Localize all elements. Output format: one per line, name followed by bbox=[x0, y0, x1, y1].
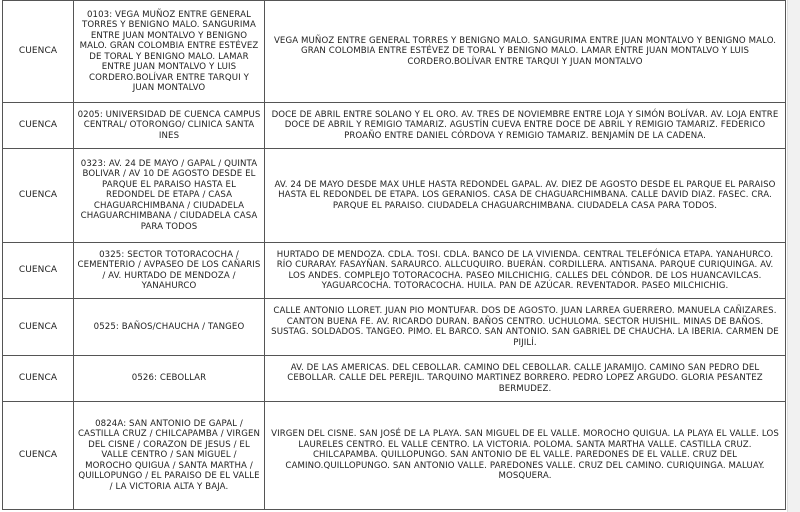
table-row bbox=[3, 149, 786, 243]
city-cell: CUENCA bbox=[3, 1, 74, 103]
table-row bbox=[3, 356, 786, 402]
description-cell: AV. DE LAS AMERICAS. DEL CEBOLLAR. CAMINO DEL CEBOLLAR. CALLE JARAMIJO. CAMINO SAN PEDRO DEL CEBOLLAR. CALLE DEL PEREJIL. TARQUINO MARTINEZ BORRERO. PEDRO LOPEZ ARGUDO. GLORIA PESANTEZ BERMUDEZ. bbox=[265, 356, 786, 402]
power-outage-sectors-table bbox=[2, 0, 786, 510]
vertical-scrollbar[interactable] bbox=[787, 0, 800, 512]
zone-cell: 0323: AV. 24 DE MAYO / GAPAL / QUINTA BOLIVAR / AV 10 DE AGOSTO DESDE EL PARQUE EL PARAISO HASTA EL REDONDEL DE ETAPA / CASA CHAGUARCHIMBANA / CIUDADELA CHAGUARCHIMBANA / CIUDADELA CASA PARA TODOS bbox=[74, 149, 265, 243]
zone-cell: 0325: SECTOR TOTORACOCHA / CEMENTERIO / AVPASEO DE LOS CAÑARIS / AV. HURTADO DE MENDOZA / YANAHURCO bbox=[74, 243, 265, 299]
description-cell: VIRGEN DEL CISNE. SAN JOSÉ DE LA PLAYA. SAN MIGUEL DE EL VALLE. MOROCHO QUIGUA. LA PLAYA EL VALLE. LOS LAURELES CENTRO. EL VALLE CENTRO. LA VICTORIA. POLOMA. SANTA MARTHA VALLE. CASTILLA CRUZ. CHILCAPAMBA. QUILLOPUNGO. SAN ANTONIO DE EL VALLE. PAREDONES DE EL VALLE. CRUZ DEL CAMINO.QUILLOPUNGO. SAN ANTONIO VALLE. PAREDONES VALLE. CRUZ DEL CAMINO. CURIQUINGA. MALUAY. MOSQUERA. bbox=[265, 402, 786, 510]
description-cell: AV. 24 DE MAYO DESDE MAX UHLE HASTA REDONDEL GAPAL. AV. DIEZ DE AGOSTO DESDE EL PARQUE EL PARAISO HASTA EL REDONDEL DE ETAPA. LOS GERANIOS. CASA DE CHAGUARCHIMBANA. CALLE DAVID DIAZ. FASEC. CRA. PARQUE EL PARAISO. CIUDADELA CHAGUARCHIMBANA. CIUDADELA CASA PARA TODOS. bbox=[265, 149, 786, 243]
city-cell: CUENCA bbox=[3, 243, 74, 299]
description-cell: HURTADO DE MENDOZA. CDLA. TOSI. CDLA. BANCO DE LA VIVIENDA. CENTRAL TELEFÓNICA ETAPA. YANAHURCO. RÍO CURARAY. FASAYÑAN. SARAURCO. ALLCUQUIRO. BUERÁN. CORDILLERA. ANTISANA. PARQUE CURIQUINGA. AV. LOS ANDES. COMPLEJO TOTORACOCHA. PASEO MILCHICHIG. CALLES DEL CÓNDOR. DE LOS HUANCAVILCAS. YAGUARCOCHA. TOTORACOCHA. HUILA. PAN DE AZÚCAR. REVENTADOR. PASEO MILCHICHIG. bbox=[265, 243, 786, 299]
zone-cell: 0525: BAÑOS/CHAUCHA / TANGEO bbox=[74, 299, 265, 356]
zone-cell: 0205: UNIVERSIDAD DE CUENCA CAMPUS CENTRAL/ OTORONGO/ CLINICA SANTA INES bbox=[74, 103, 265, 149]
table-row bbox=[3, 402, 786, 510]
city-cell: CUENCA bbox=[3, 356, 74, 402]
table-row bbox=[3, 243, 786, 299]
city-cell: CUENCA bbox=[3, 299, 74, 356]
table-row bbox=[3, 1, 786, 103]
table-row bbox=[3, 299, 786, 356]
city-cell: CUENCA bbox=[3, 149, 74, 243]
description-cell: CALLE ANTONIO LLORET. JUAN PIO MONTUFAR. DOS DE AGOSTO. JUAN LARREA GUERRERO. MANUELA CAÑIZARES. CANTON BUENA FE. AV. RICARDO DURAN. BAÑOS CENTRO. UCHULOMA. SECTOR HUISHIL. MINAS DE BAÑOS. SUSTAG. SOLDADOS. TANGEO. PIMO. EL BARCO. SAN ANTONIO. SAN GABRIEL DE CHAUCHA. LA IBERIA. CARMEN DE PIJILÍ. bbox=[265, 299, 786, 356]
city-cell: CUENCA bbox=[3, 402, 74, 510]
city-cell: CUENCA bbox=[3, 103, 74, 149]
table-row bbox=[3, 103, 786, 149]
zone-cell: 0824A: SAN ANTONIO DE GAPAL / CASTILLA CRUZ / CHILCAPAMBA / VIRGEN DEL CISNE / CORAZON DE JESUS / EL VALLE CENTRO / SAN MIGUEL / MOROCHO QUIGUA / SANTA MARTHA / QUILLOPUNGO / EL PARAISO DE EL VALLE / LA VICTORIA ALTA Y BAJA. bbox=[74, 402, 265, 510]
description-cell: VEGA MUÑOZ ENTRE GENERAL TORRES Y BENIGNO MALO. SANGURIMA ENTRE JUAN MONTALVO Y BENIGNO MALO. GRAN COLOMBIA ENTRE ESTÉVEZ DE TORAL Y BENIGNO MALO. LAMAR ENTRE JUAN MONTALVO Y LUIS CORDERO.BOLÍVAR ENTRE TARQUI Y JUAN MONTALVO bbox=[265, 1, 786, 103]
description-cell: DOCE DE ABRIL ENTRE SOLANO Y EL ORO. AV. TRES DE NOVIEMBRE ENTRE LOJA Y SIMÓN BOLÍVAR. AV. LOJA ENTRE DOCE DE ABRIL Y REMIGIO TAMARIZ. AGUSTÍN CUEVA ENTRE DOCE DE ABRIL Y REMIGIO TAMARIZ. FEDERICO PROAÑO ENTRE DANIEL CÓRDOVA Y REMIGIO TAMARIZ. BENJAMÍN DE LA CADENA. bbox=[265, 103, 786, 149]
zone-cell: 0526: CEBOLLAR bbox=[74, 356, 265, 402]
document-page bbox=[2, 0, 786, 512]
zone-cell: 0103: VEGA MUÑOZ ENTRE GENERAL TORRES Y BENIGNO MALO. SANGURIMA ENTRE JUAN MONTALVO Y BENIGNO MALO. GRAN COLOMBIA ENTRE ESTÉVEZ DE TORAL Y BENIGNO MALO. LAMAR ENTRE JUAN MONTALVO Y LUIS CORDERO.BOLÍVAR ENTRE TARQUI Y JUAN MONTALVO bbox=[74, 1, 265, 103]
